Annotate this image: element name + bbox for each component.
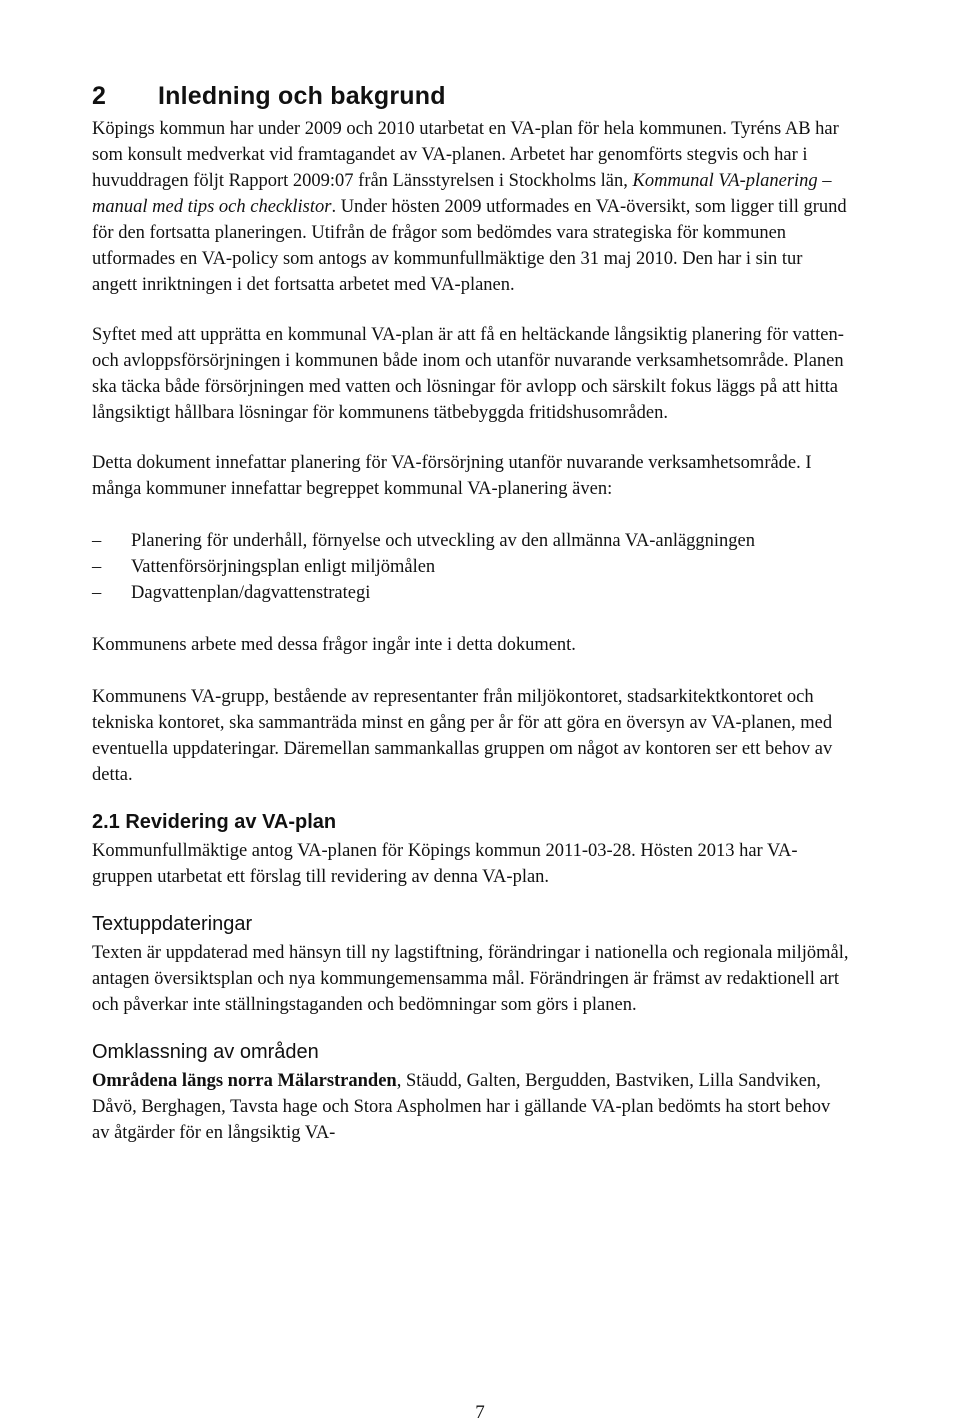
purpose-paragraph: Syftet med att upprätta en kommunal VA-plan är att få en heltäckande långsiktig planering för vatten- och avloppsförsörjningen i kommunen både inom och utanför nuvarande verksamhetsområde. Planen ska täcka både försörjningen med vatten och lösningar för avlopp och särskilt fokus läggs på att hitta långsiktigt hållbara lösningar för kommunens tätbebyggda fritidshusområden. — [92, 325, 844, 423]
subsection-heading: 2.1 Revidering av VA-plan — [92, 811, 337, 833]
dash-list — [92, 528, 852, 606]
section-heading — [92, 80, 852, 112]
list-item-text: Vattenförsörjningsplan enligt miljömålen — [131, 557, 436, 577]
list-item — [92, 554, 852, 580]
list-item-text: Dagvattenplan/dagvattenstrategi — [131, 583, 371, 603]
list-item-text: Planering för underhåll, förnyelse och utveckling av den allmänna VA-anläggningen — [131, 531, 756, 551]
scope-paragraph: Detta dokument innefattar planering för VA-försörjning utanför nuvarande verksamhetsområde. I många kommuner innefattar begreppet kommunal VA-planering även: — [92, 453, 812, 499]
intro-paragraph — [92, 116, 852, 298]
list-dash: – — [92, 557, 102, 577]
section-number: 2 — [92, 82, 107, 110]
intro-text-part1: Köpings kommun har under 2009 och 2010 utarbetat en VA-plan för hela kommunen. Tyréns AB har som konsult medverkat vid framtagandet av VA-planen. Arbetet har genomförts stegvis och har i huvuddragen följt Rapport 2009:07 från Länsstyrelsen i Stockholms län, — [92, 119, 839, 191]
reclassification-heading: Omklassning av områden — [92, 1041, 319, 1063]
intro-text-part2: . Under hösten 2009 utformades en VA-översikt, som ligger till grund för den fortsatta planeringen. Utifrån de frågor som bedömdes vara strategiska för kommunen utformades en VA-policy som antogs av kommunfullmäktige den 31 maj 2010. Den har i sin tur angett inriktningen i det fortsatta arbetet med VA-planen. — [92, 197, 847, 295]
list-dash: – — [92, 583, 102, 603]
list-item — [92, 528, 852, 554]
intro-italic-title: Kommunal VA-planering – manual med tips och checklistor — [92, 171, 832, 217]
page-number: 7 — [475, 1402, 485, 1423]
reclassification-text: , Stäudd, Galten, Bergudden, Bastviken, Lilla Sandviken, Dåvö, Berghagen, Tavsta hage och Stora Aspholmen har i gällande VA-plan bedömts ha stort behov av åtgärder för en långsiktig VA- — [92, 1071, 831, 1143]
revision-paragraph: Kommunfullmäktige antog VA-planen för Köpings kommun 2011-03-28. Hösten 2013 har VA-gruppen utarbetat ett förslag till revidering av denna VA-plan. — [92, 841, 798, 887]
reclassification-paragraph — [92, 1068, 852, 1146]
list-dash: – — [92, 531, 102, 551]
text-updates-heading: Textuppdateringar — [92, 913, 253, 935]
text-updates-paragraph: Texten är uppdaterad med hänsyn till ny lagstiftning, förändringar i nationella och regionala miljömål, antagen översiktsplan och nya kommungemensamma mål. Förändringen är främst av redaktionell art och påverkar inte ställningstaganden och bedömningar som görs i planen. — [92, 943, 849, 1015]
group-paragraph: Kommunens VA-grupp, bestående av representanter från miljökontoret, stadsarkitektkontoret och tekniska kontoret, ska sammanträda minst en gång per år för att göra en översyn av VA-planen, med eventuella uppdateringar. Däremellan sammankallas gruppen om något av kontoren ser ett behov av detta. — [92, 687, 833, 785]
reclassification-bold-lead: Områdena längs norra Mälarstranden — [92, 1071, 397, 1091]
list-item — [92, 580, 852, 606]
section-title: Inledning och bakgrund — [158, 82, 446, 110]
page-content — [92, 80, 852, 1146]
exclusion-paragraph: Kommunens arbete med dessa frågor ingår inte i detta dokument. — [92, 635, 576, 655]
